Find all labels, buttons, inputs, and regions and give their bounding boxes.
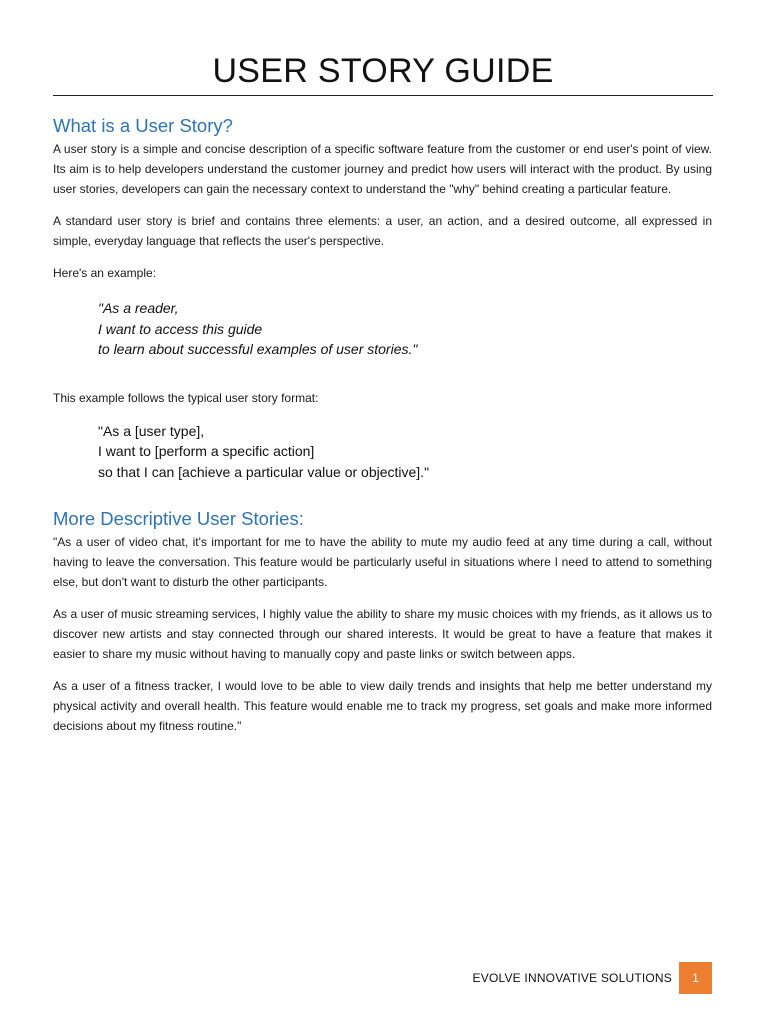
paragraph-music-streaming: As a user of music streaming services, I highly value the ability to share my music choices with my friends, as it allows us to discover new artists and stay connected through our shared interests. It would be great to have a feature that makes it easier to share my music without having to manually copy and paste links or switch between apps. [53,607,712,661]
example-quote-line: "As a reader, [98,300,179,316]
format-template-line: so that I can [achieve a particular value or objective]." [98,463,430,480]
example-quote-line: to learn about successful examples of user stories." [98,341,418,357]
paragraph-video-chat: "As a user of video chat, it's important for me to have the ability to mute my audio feed at any time during a call, without having to leave the conversation. This feature would be particularly useful in situations where I need to attend to something else, but don't want to disturb the other participants. [53,535,712,589]
footer-company: EVOLVE INNOVATIVE SOLUTIONS [472,971,672,985]
section-heading-what-is: What is a User Story? [53,115,233,136]
example-quote [98,298,712,360]
paragraph-definition: A user story is a simple and concise description of a specific software feature from the customer or end user's point of view. Its aim is to help developers understand the customer journey and predict how users will interact with the product. By using user stories, developers can gain the necessary context to understand the "why" behind creating a particular feature. [53,142,712,196]
paragraph-elements: A standard user story is brief and contains three elements: a user, an action, and a desired outcome, all expressed in simple, everyday language that reflects the user's perspective. [53,214,712,248]
format-template-line: I want to [perform a specific action] [98,443,315,459]
section-heading-descriptive: More Descriptive User Stories: [53,508,304,529]
format-template [98,421,712,483]
page-number-badge: 1 [679,962,712,994]
example-quote-line: I want to access this guide [98,320,263,337]
paragraph-fitness-tracker: As a user of a fitness tracker, I would love to be able to view daily trends and insights that help me better understand my physical activity and overall health. This feature would enable me to track my progress, set goals and make more informed decisions about my fitness routine." [53,679,712,733]
document-title: USER STORY GUIDE [212,52,554,90]
document-body [53,113,712,736]
format-template-line: "As a [user type], [98,422,205,439]
format-intro: This example follows the typical user story format: [53,390,319,405]
example-intro: Here's an example: [53,266,157,280]
title-divider [53,95,713,96]
